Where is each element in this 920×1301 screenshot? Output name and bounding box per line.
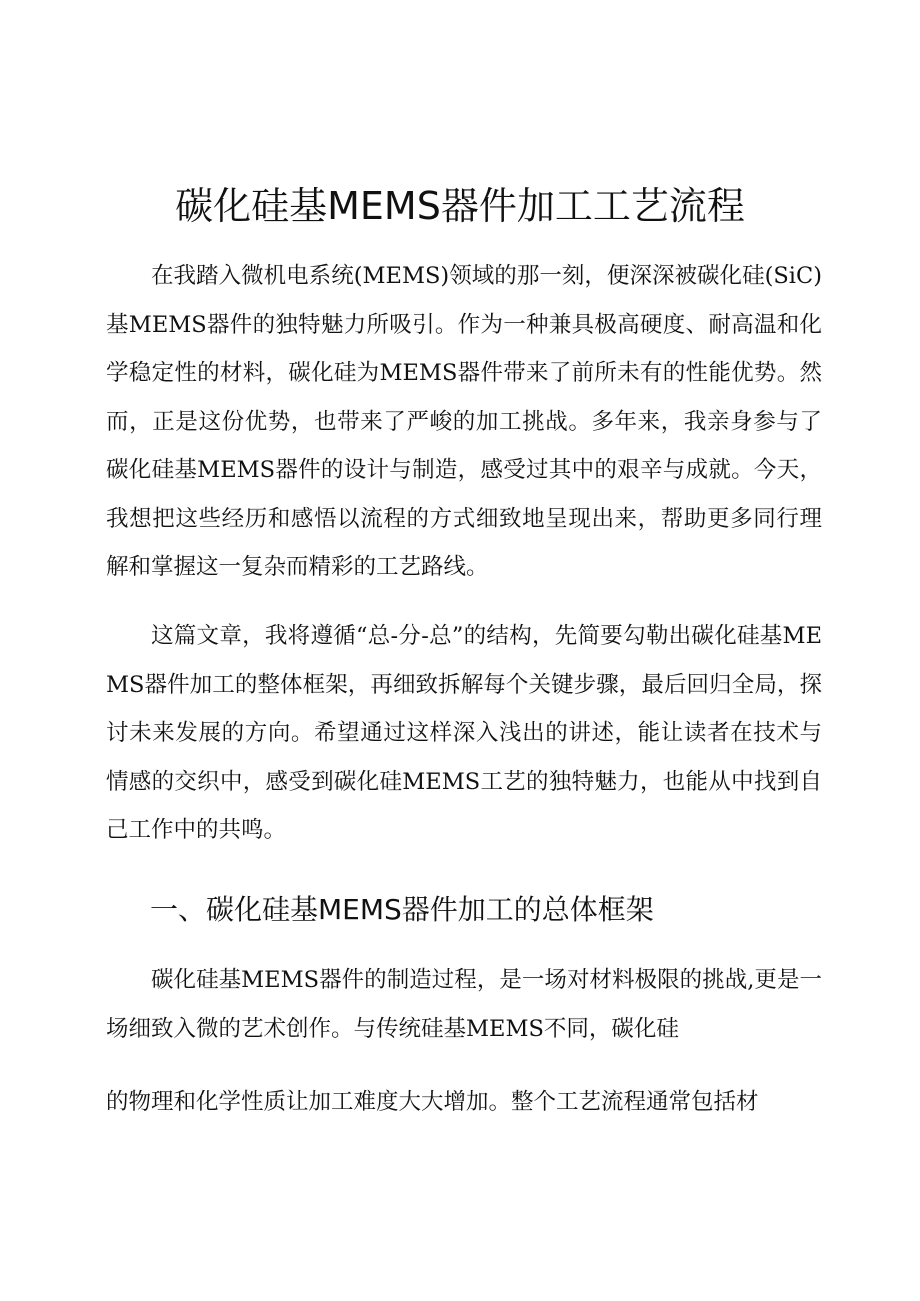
document-title: 碳化硅基MEMS器件加工工艺流程 bbox=[175, 184, 745, 228]
structure-paragraph: 这篇文章，我将遵循“总-分-总”的结构，先简要勾勒出碳化硅基MEMS器件加工的整体框架，再细致拆解每个关键步骤，最后回归全局，探讨未来发展的方向。希望通过这样深入浅出的讲述，能让读者在技术与情感的交织中，感受到碳化硅MEMS工艺的独特魅力，也能从中找到自己工作中的共鸣。 bbox=[106, 623, 822, 843]
section-paragraph: 碳化硅基MEMS器件的制造过程，是一场对材料极限的挑战,更是一场细致入微的艺术创作。与传统硅基MEMS不同，碳化硅 bbox=[106, 967, 822, 1042]
intro-paragraph: 在我踏入微机电系统(MEMS)领域的那一刻，便深深被碳化硅(SiC)基MEMS器件的独特魅力所吸引。作为一种兼具极高硬度、耐高温和化学稳定性的材料，碳化硅为MEMS器件带来了前所未有的性能优势。然而，正是这份优势，也带来了严峻的加工挑战。多年来，我亲身参与了碳化硅基MEMS器件的设计与制造，感受过其中的艰辛与成就。今天，我想把这些经历和感悟以流程的方式细致地呈现出来，帮助更多同行理解和掌握这一复杂而精彩的工艺路线。 bbox=[106, 263, 822, 580]
section-paragraph-continued: 的物理和化学性质让加工难度大大增加。整个工艺流程通常包括材 bbox=[106, 1089, 759, 1115]
section-heading: 一、碳化硅基MEMS器件加工的总体框架 bbox=[150, 893, 654, 926]
